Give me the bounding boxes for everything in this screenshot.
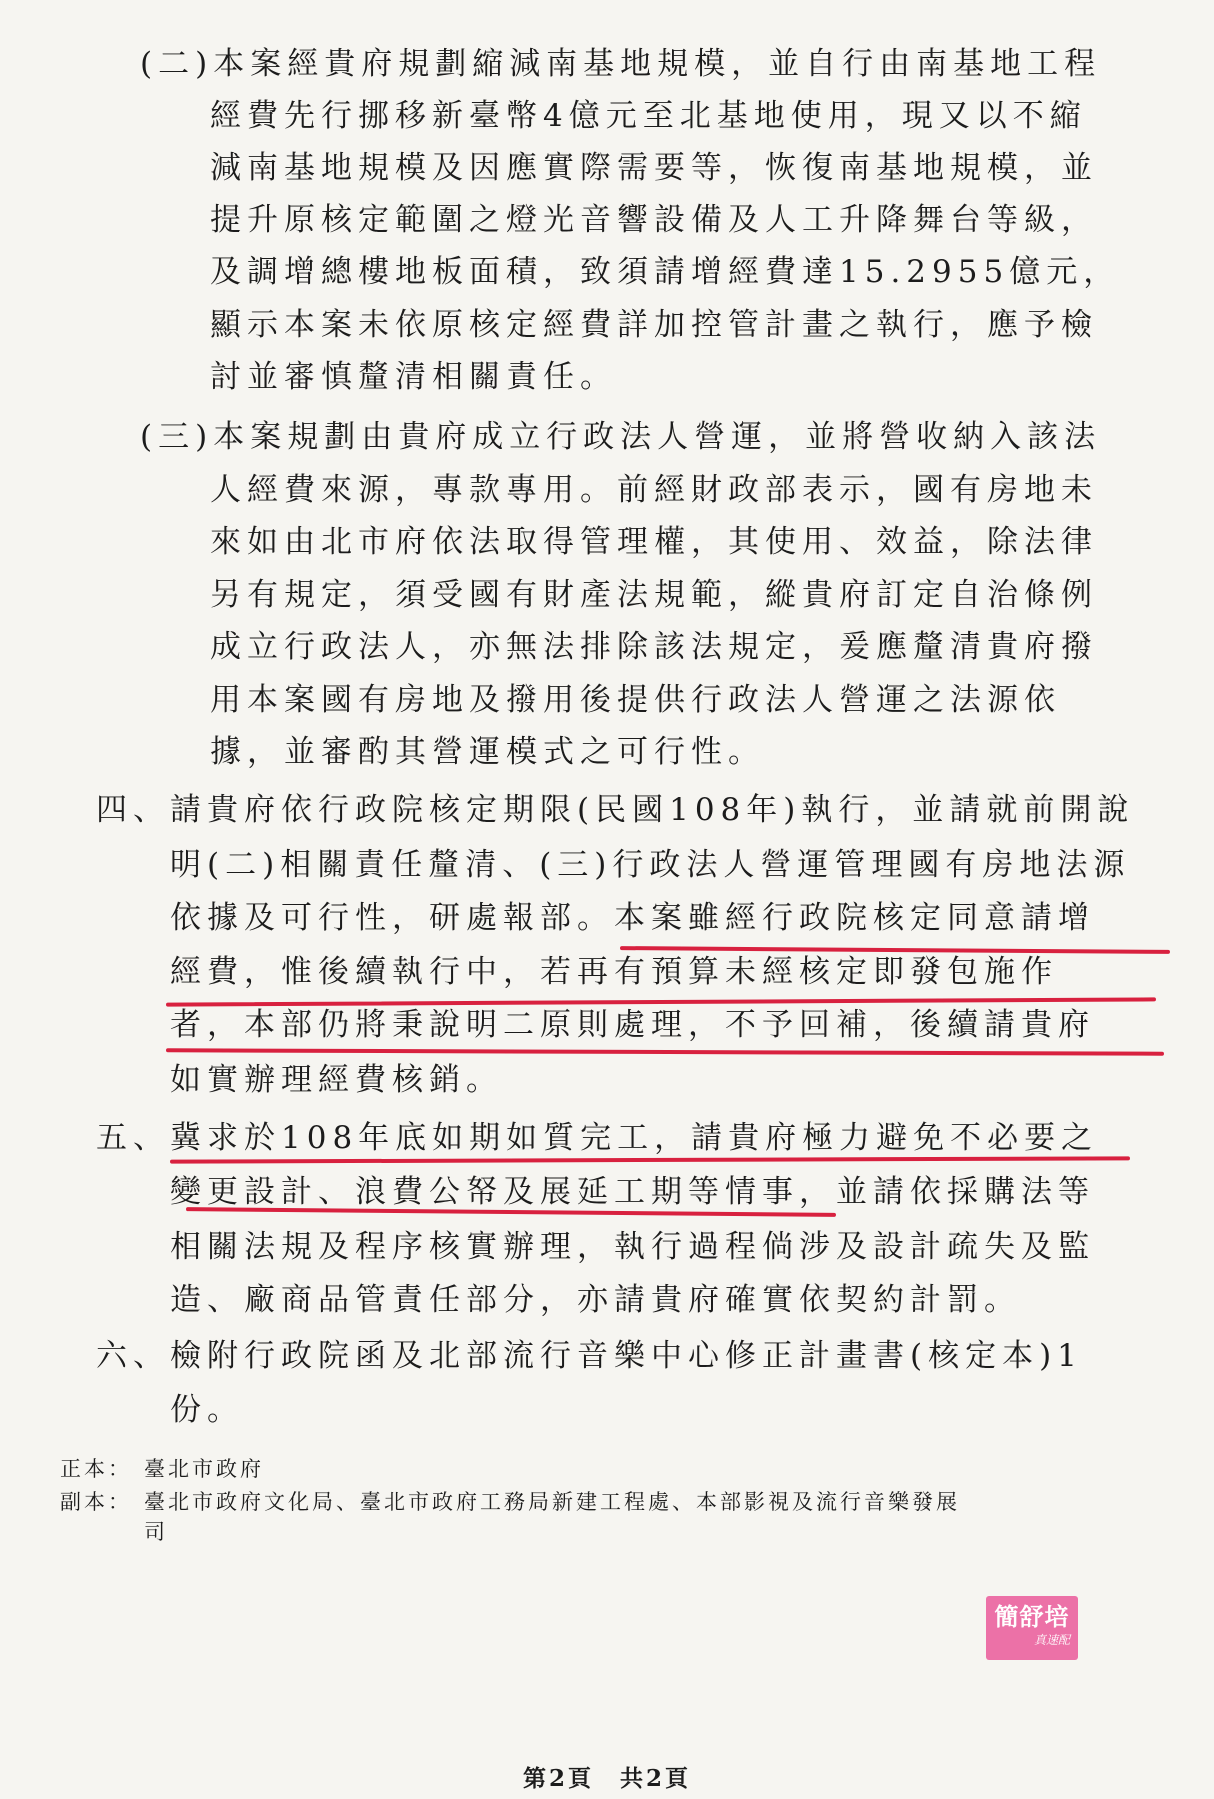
paragraph-line: 相關法規及程序核實辦理，執行過程倘涉及設計疏失及監 bbox=[170, 1229, 1095, 1265]
paragraph-line: 據，並審酌其營運模式之可行性。 bbox=[210, 734, 765, 770]
paragraph-line: 人經費來源，專款專用。前經財政部表示，國有房地未 bbox=[210, 472, 1098, 508]
copy-recipient-value: 臺北市政府文化局、臺北市政府工務局新建工程處、本部影視及流行音樂發展 bbox=[144, 1490, 960, 1514]
paragraph-line: 六、檢附行政院函及北部流行音樂中心修正計畫書(核定本)1 bbox=[96, 1338, 1083, 1374]
paragraph-line: 提升原核定範圍之燈光音響設備及人工升降舞台等級， bbox=[210, 202, 1098, 238]
paragraph-line: 成立行政法人，亦無法排除該法規定，爰應釐清貴府撥 bbox=[210, 629, 1098, 665]
paragraph-line: 經費先行挪移新臺幣4億元至北基地使用，現又以不縮 bbox=[210, 98, 1087, 134]
paragraph-line: 經費，惟後續執行中，若再有預算未經核定即發包施作 bbox=[170, 954, 1058, 990]
stamp-name: 簡舒培 bbox=[994, 1603, 1070, 1631]
copy-recipient-label: 副本： bbox=[60, 1490, 132, 1514]
paragraph-line: (三)本案規劃由貴府成立行政法人營運，並將營收納入該法 bbox=[140, 419, 1102, 455]
paragraph-line: 另有規定，須受國有財產法規範，縱貴府訂定自治條例 bbox=[210, 577, 1098, 613]
copy-recipient-value-cont: 司 bbox=[144, 1520, 168, 1544]
stamp-subtitle: 真速配 bbox=[1033, 1633, 1070, 1647]
paragraph-line: 變更設計、浪費公帑及展延工期等情事，並請依採購法等 bbox=[170, 1174, 1095, 1210]
author-stamp bbox=[986, 1596, 1078, 1660]
paragraph-line: (二)本案經貴府規劃縮減南基地規模，並自行由南基地工程 bbox=[140, 46, 1102, 82]
paragraph-line: 及調增總樓地板面積，致須請增經費達15.2955億元， bbox=[210, 254, 1121, 290]
paragraph-line: 依據及可行性，研處報部。本案雖經行政院核定同意請增 bbox=[170, 900, 1095, 936]
paragraph-line: 份。 bbox=[170, 1392, 244, 1428]
page-number: 第2頁 共2頁 bbox=[522, 1765, 691, 1792]
primary-recipient-value: 臺北市政府 bbox=[144, 1457, 264, 1481]
paragraph-line: 討並審慎釐清相關責任。 bbox=[210, 359, 617, 395]
paragraph-line: 明(二)相關責任釐清、(三)行政法人營運管理國有房地法源 bbox=[170, 847, 1131, 883]
paragraph-line: 五、冀求於108年底如期如質完工，請貴府極力避免不必要之 bbox=[96, 1120, 1099, 1156]
highlight-underline bbox=[166, 1048, 1164, 1055]
paragraph-line: 造、廠商品管責任部分，亦請貴府確實依契約計罰。 bbox=[170, 1282, 1021, 1318]
paragraph-line: 者，本部仍將秉說明二原則處理，不予回補，後續請貴府 bbox=[170, 1007, 1095, 1043]
paragraph-line: 用本案國有房地及撥用後提供行政法人營運之法源依 bbox=[210, 682, 1061, 718]
paragraph-line: 來如由北市府依法取得管理權，其使用、效益，除法律 bbox=[210, 524, 1098, 560]
paragraph-line: 如實辦理經費核銷。 bbox=[170, 1062, 503, 1098]
primary-recipient-label: 正本： bbox=[60, 1457, 132, 1481]
paragraph-line: 顯示本案未依原核定經費詳加控管計畫之執行，應予檢 bbox=[210, 307, 1098, 343]
paragraph-line: 減南基地規模及因應實際需要等，恢復南基地規模，並 bbox=[210, 150, 1098, 186]
paragraph-line: 四、請貴府依行政院核定期限(民國108年)執行，並請就前開說 bbox=[96, 792, 1135, 828]
